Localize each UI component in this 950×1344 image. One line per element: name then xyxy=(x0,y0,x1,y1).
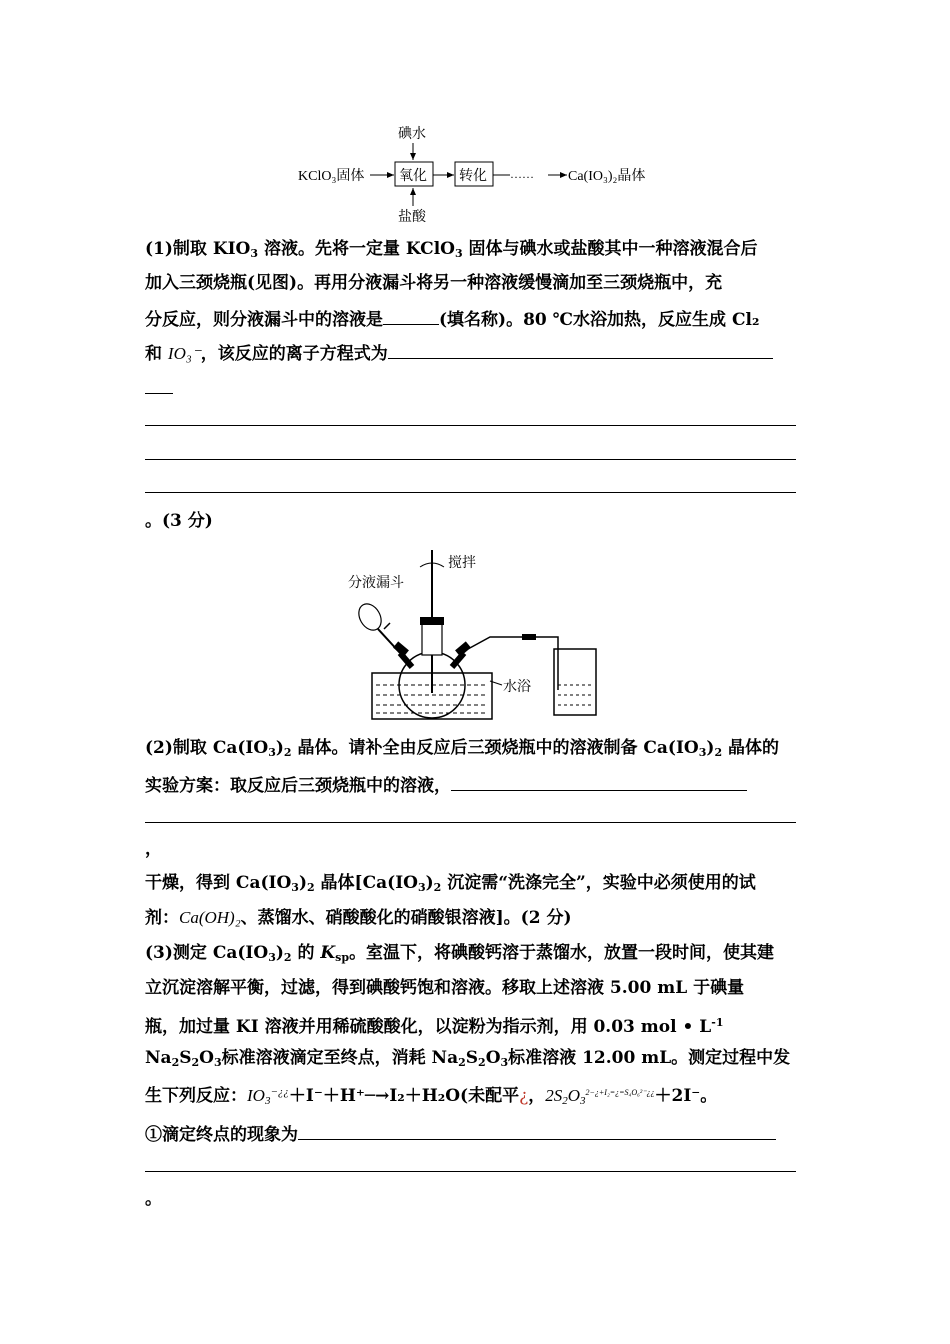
flow-top-input: 碘水 xyxy=(398,127,426,142)
q3-line3: 瓶，加过量 KI 溶液并用稀硫酸酸化，以淀粉为指示剂，用 0.03 mol • $L^{-1}$ xyxy=(145,1016,724,1037)
calcium-hydroxide: Ca(OH)₂ xyxy=(179,908,241,927)
q3-line1: (3)测定 $Ca(IO_3)_2$ 的 $K_{sp}$。室温下，将碘酸钙溶于蒸馏水，放置一段时间，使其建 xyxy=(145,943,775,964)
q2-line3: 干燥，得到 $Ca(IO_3)_2$ 晶体[$Ca(IO_3)_2$ 沉淀需“洗涤完全”，实验中必须使用的试 xyxy=(145,873,756,894)
q2-line4: 剂：Ca(OH)₂、蒸馏水、硝酸酸化的硝酸银溶液]。(2 分) xyxy=(145,908,572,928)
flow-dots: …… xyxy=(510,167,534,181)
process-flow-diagram xyxy=(290,120,670,225)
q3-line4: $Na_2S_2O_3$标准溶液滴定至终点，消耗 $Na_2S_2O_3$标准溶液 12.00 mL。测定过程中发 xyxy=(145,1048,791,1069)
answer-blank-procedure[interactable] xyxy=(451,772,747,791)
q2-line1: (2)制取 $Ca(IO_3)_2$ 晶体。请补全由反应后三颈烧瓶中的溶液制备 $Ca(IO_3)_2$ 晶体的 xyxy=(145,738,780,759)
funnel-label: 分液漏斗 xyxy=(348,576,404,591)
q1-line1: (1)制取 $KIO_3$ 溶液。先将一定量 KClO$_3$ 固体与碘水或盐酸其中一种溶液混合后 xyxy=(145,239,758,260)
q2-comma: ， xyxy=(145,839,162,859)
answer-line[interactable] xyxy=(145,492,796,493)
flow-start: KClO₃固体 xyxy=(298,169,365,184)
iodate-ion: IO₃⁻ xyxy=(167,344,201,363)
apparatus-diagram xyxy=(340,545,600,725)
q3-line2: 立沉淀溶解平衡，过滤，得到碘酸钙饱和溶液。移取上述溶液 5.00 mL 于碘量 xyxy=(145,978,745,998)
q3-sub1: ①滴定终点的现象为 xyxy=(145,1121,776,1146)
answer-line[interactable] xyxy=(145,822,796,823)
q2-line2: 实验方案：取反应后三颈烧瓶中的溶液， xyxy=(145,772,747,797)
answer-line[interactable] xyxy=(145,425,796,426)
q3-line5: 生下列反应：$IO_3^{-¿¿}+I^-+H^+─\to I_2+H_2O$(未配平¿，$2S_2O_3^{2-¿+I_2=¿=S_4O_6^{2-}¿¿}+2I^-$。 xyxy=(145,1086,718,1107)
q1-line4: 和 IO₃⁻，该反应的离子方程式为 xyxy=(145,340,773,365)
answer-blank-endpoint[interactable] xyxy=(298,1121,776,1140)
q3-end-mark: 。 xyxy=(145,1189,162,1209)
answer-line[interactable] xyxy=(145,1171,796,1172)
flow-box2-label: 转化 xyxy=(459,169,487,184)
answer-blank-funnel[interactable] xyxy=(383,306,439,325)
q1-score: 。(3 分) xyxy=(145,511,213,531)
answer-blank-equation[interactable] xyxy=(388,340,773,359)
bath-label: 水浴 xyxy=(503,680,531,695)
answer-line[interactable] xyxy=(145,393,173,394)
flow-bottom-input: 盐酸 xyxy=(398,210,426,225)
stir-label: 搅拌 xyxy=(448,556,476,571)
answer-line[interactable] xyxy=(145,459,796,460)
flow-end: Ca(IO₃)₂晶体 xyxy=(568,169,646,184)
q1-line2: 加入三颈烧瓶(见图)。再用分液漏斗将另一种溶液缓慢滴加至三颈烧瓶中，充 xyxy=(145,273,723,293)
flow-box1-label: 氧化 xyxy=(399,169,427,184)
q1-line3: 分反应，则分液漏斗中的溶液是 (填名称)。80 ℃水浴加热，反应生成 Cl₂ xyxy=(145,306,759,331)
